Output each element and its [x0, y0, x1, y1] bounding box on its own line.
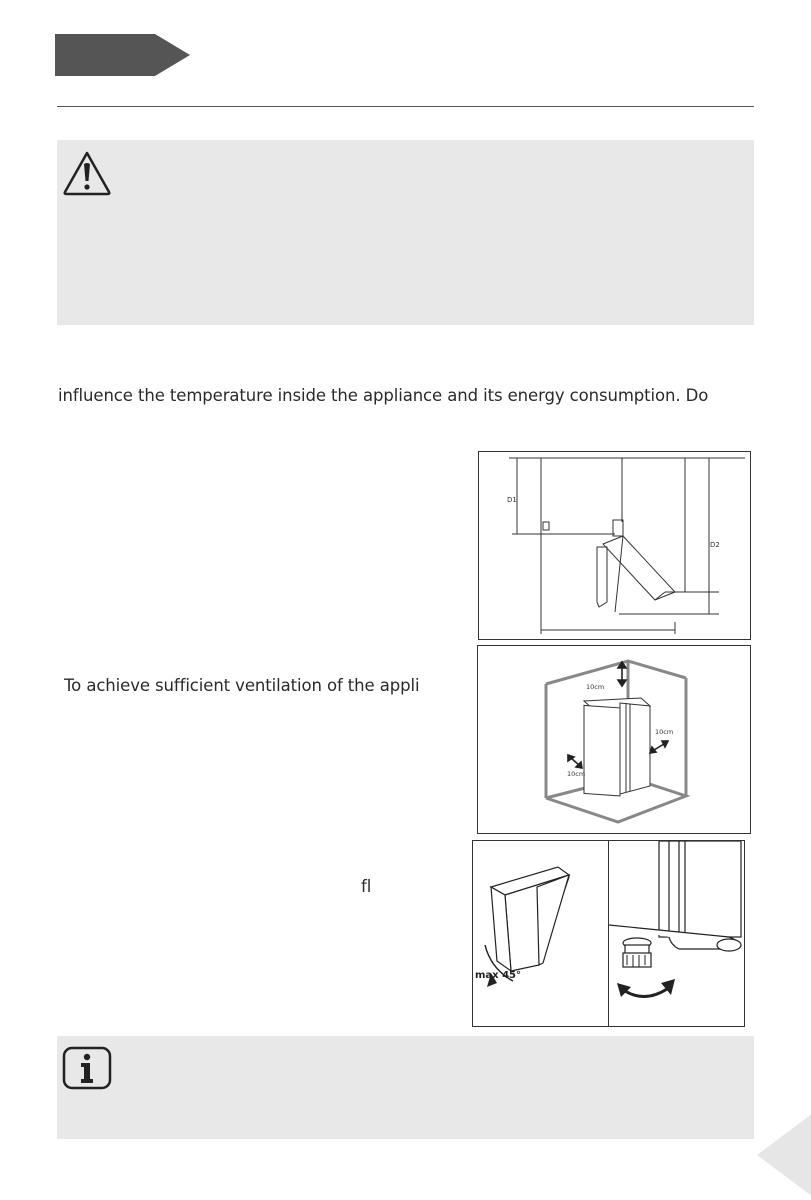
label-left: 10cm — [567, 770, 586, 778]
door-clearance-diagram — [479, 452, 750, 639]
page-corner — [757, 1110, 811, 1200]
warning-triangle-icon — [62, 150, 112, 196]
header-divider — [57, 106, 754, 107]
warning-box — [57, 140, 754, 325]
body-text-line: To achieve sufficient ventilation of the appli — [64, 676, 420, 695]
label-top: 10cm — [586, 683, 605, 691]
section-tab — [55, 34, 190, 76]
body-text-fragment: fl — [361, 877, 372, 896]
body-text-line: influence the temperature inside the appliance and its energy consumption. Do — [58, 386, 709, 405]
label-max-tilt: max 45° — [475, 970, 522, 981]
info-icon — [62, 1046, 112, 1090]
ventilation-diagram — [478, 646, 750, 833]
adjustable-foot-figure — [608, 840, 745, 1027]
info-box — [57, 1036, 754, 1139]
label-right: 10cm — [655, 728, 674, 736]
door-clearance-figure — [478, 451, 751, 640]
label-d2: D2 — [710, 541, 720, 549]
label-d1: D1 — [507, 496, 517, 504]
tilt-diagram — [473, 841, 608, 1026]
adjustable-foot-diagram — [609, 841, 744, 1026]
tilt-figure — [472, 840, 609, 1027]
ventilation-figure — [477, 645, 751, 834]
